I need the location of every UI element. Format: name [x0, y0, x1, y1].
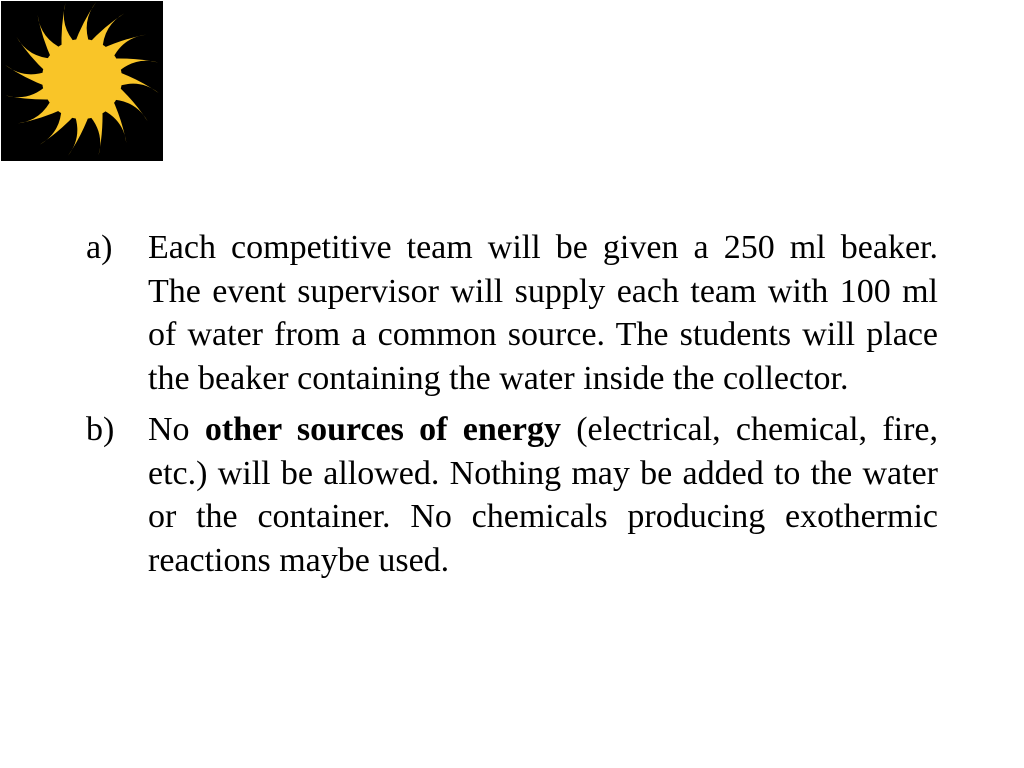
slide-body [86, 226, 938, 590]
list-marker: b) [86, 411, 115, 448]
text-lead: No [148, 411, 205, 448]
sun-logo [1, 1, 163, 161]
bold-phrase: other sources of energy [204, 411, 561, 448]
text-rest: (electrical, chemical, fire, etc.) will be allowed. Nothing may be added to the water or the container. No chemicals producing exothermic reactions maybe used. [148, 411, 938, 579]
sun-icon [1, 1, 163, 161]
list-marker: a) [86, 229, 113, 266]
list-item-text [148, 408, 938, 582]
list-item-a [86, 226, 938, 400]
list-item-text: Each competitive team will be given a 250 ml beaker. The event supervisor will supply each team with 100 ml of water from a common source. The students will place the beaker containing the water inside the collector. [148, 229, 938, 397]
list-item-b [86, 408, 938, 582]
